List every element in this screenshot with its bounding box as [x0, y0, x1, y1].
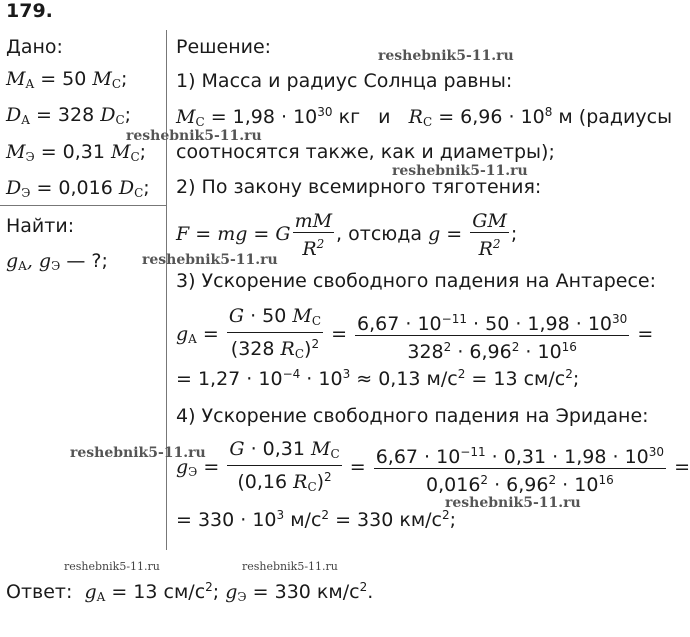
- step-3-equation: $g_A$ = $\frac{G \cdot 50 M_C}{(328 R_C)^2}$ = $\frac{6,67 \cdot 10^{-11} \cdot 50 \cdot 1,98 \cdot 10^{30}}{328^2 \cdot 6,96^2 \cdot 10^{16}}$ =: [176, 305, 654, 363]
- step-2-text: 2) По закону всемирного тяготения:: [176, 176, 542, 198]
- given-line-3: $M_Э = 0,31$ $M_C$;: [6, 141, 147, 164]
- step-1-note: соотносятся также, как и диаметры);: [176, 141, 555, 163]
- given-line-1: $M_A = 50$ $M_C$;: [6, 68, 128, 91]
- watermark: reshebnik5-11.ru: [378, 48, 514, 64]
- given-line-2: $D_A = 328$ $D_C$;: [6, 104, 132, 127]
- step-4-text: 4) Ускорение свободного падения на Эридане:: [176, 405, 649, 427]
- watermark: reshebnik5-11.ru: [242, 560, 338, 573]
- answer: Ответ: $g_A = 13$ $см/с^2$; $g_Э = 330$ $км/с^2$.: [6, 580, 374, 604]
- watermark: reshebnik5-11.ru: [70, 445, 206, 461]
- step-3-result: = $1,27 \cdot 10^{-4} \cdot 10^3 \approx 0,13$ $м/с^2 = 13$ $см/с^2$;: [176, 367, 580, 390]
- given-title: Дано:: [6, 36, 63, 58]
- column-divider: [166, 30, 167, 550]
- step-2-equation: F = mg = G $\frac{mM}{R^2}$ , отсюда g = $\frac{GM}{R^2}$ ;: [176, 210, 518, 260]
- watermark: reshebnik5-11.ru: [142, 252, 278, 268]
- step-4-result: = $330 \cdot 10^3$ $м/с^2 = 330$ $км/с^2$;: [176, 508, 457, 531]
- watermark: reshebnik5-11.ru: [445, 495, 581, 511]
- step-1-equation: $M_C = 1,98 \cdot 10^{30}$ кг и $R_C = 6,96 \cdot 10^8$ м (радиусы: [176, 105, 673, 129]
- watermark: reshebnik5-11.ru: [392, 163, 528, 179]
- step-3-text: 3) Ускорение свободного падения на Антаресе:: [176, 270, 657, 292]
- given-find-divider: [0, 205, 167, 206]
- step-1-text: 1) Масса и радиус Солнца равны:: [176, 70, 513, 92]
- find-text: $g_A$, $g_Э$ — ?;: [6, 250, 108, 273]
- watermark: reshebnik5-11.ru: [126, 128, 262, 144]
- problem-number: 179.: [6, 0, 53, 22]
- step-4-equation: $g_Э$ = $\frac{G \cdot 0,31 M_C}{(0,16 R_C)^2}$ = $\frac{6,67 \cdot 10^{-11} \cdot 0,31 \cdot 1,98 \cdot 10^{30}}{0,016^2 \cdot 6,96^2 \cdot 10^{16}}$ =: [176, 438, 690, 496]
- solution-title: Решение:: [176, 36, 272, 58]
- given-line-4: $D_Э = 0,016$ $D_C$;: [6, 177, 150, 200]
- find-title: Найти:: [6, 215, 75, 237]
- watermark: reshebnik5-11.ru: [64, 560, 160, 573]
